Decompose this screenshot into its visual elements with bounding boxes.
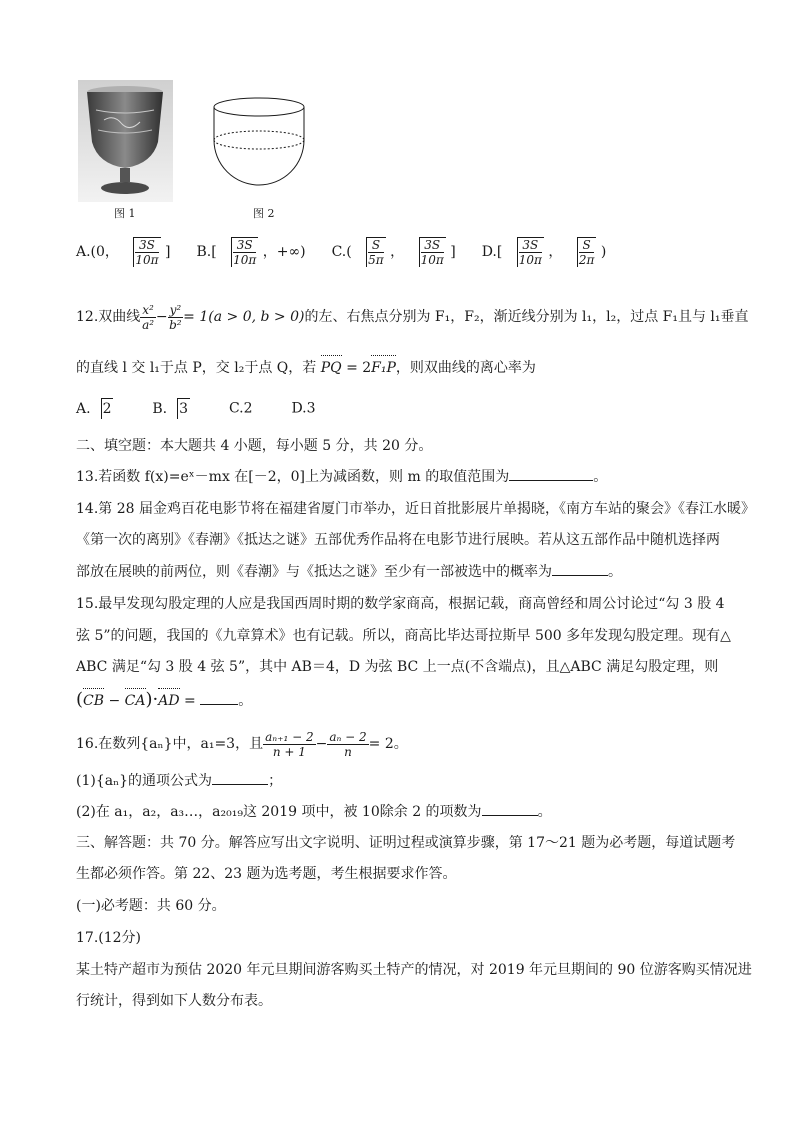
q12-line-1: 12.双曲线 $\frac{\text{x²}}{\text{a²}}$ − $\frac{\text{y²}}{\text{b²}}$ = 1(a > 0, b > 0) 的左、右焦点分别为 F₁，F₂，渐近线分别为 l₁，l₂，过点 F₁且与 l₁垂直 xyxy=(76,302,749,332)
vector-pq: PQ xyxy=(320,360,342,376)
answer-blank[interactable] xyxy=(200,690,238,705)
q15-line-1: 15.最早发现勾股定理的人应是我国西周时期的数学家商高，根据记载，商高曾经和周公讨论过“勾 3 股 4 xyxy=(76,596,725,612)
sqrt: $\frac{3S}{10\pi}$ xyxy=(507,237,544,267)
q11-option-b: B.[ $\frac{3S}{10\pi}$ ，+∞) xyxy=(196,238,306,267)
cup-diagram xyxy=(208,95,310,205)
q16-statement: 16.在数列{aₙ}中，a₁=3，且 $\frac{\text{aₙ₊₁ − 2}}{n + 1}$ − $\frac{\text{aₙ − 2}}{n}$ = 2 。 xyxy=(76,729,408,759)
vector-cb: CB xyxy=(83,693,105,709)
q12-option-c: C.2 xyxy=(228,400,253,417)
q11-options xyxy=(76,233,606,271)
sqrt: $\frac{3S}{10\pi}$ xyxy=(123,237,160,267)
q14-line-2: 《第一次的离别》《春潮》《抵达之谜》五部优秀作品将在电影节进行展映。若从这五部作品中随机选择两 xyxy=(76,532,720,548)
q11-option-c: C.( $\frac{S}{5\pi}$ ， $\frac{3S}{10\pi}$ ] xyxy=(331,238,456,267)
vector-f1p: F₁P xyxy=(371,360,396,376)
vector-ca: CA xyxy=(124,693,146,709)
q17-line-1: 某土特产超市为预估 2020 年元旦期间游客购买土特产的情况，对 2019 年元旦期间的 90 位游客购买情况进 xyxy=(76,962,752,978)
sqrt: $\frac{S}{2\pi}$ xyxy=(567,237,597,267)
q15-line-3: ABC 满足“勾 3 股 4 弦 5”，其中 AB＝4，D 为弦 BC 上一点(不含端点)，且△ABC 满足勾股定理，则 xyxy=(76,659,719,675)
q16-sub-2: (2)在 a₁，a₂，a₃…，a₂₀₁₉这 2019 项中，被 10除余 2 的项数为 。 xyxy=(76,801,552,822)
q12-options xyxy=(76,398,316,419)
q11-option-d: D.[ $\frac{3S}{10\pi}$ ， $\frac{S}{2\pi}$ ) xyxy=(481,238,607,267)
goblet-photo-image xyxy=(78,80,173,202)
q14-line-1: 14.第 28 届金鸡百花电影节将在福建省厦门市举办，近日首批影展片单揭晓，《南方车站的聚会》《春江水暖》 xyxy=(76,501,755,517)
sqrt: $\frac{3S}{10\pi}$ xyxy=(221,237,258,267)
section-2-heading: 二、填空题：本大题共 4 小题，每小题 5 分，共 20 分。 xyxy=(76,438,433,454)
sqrt: 3 xyxy=(167,398,190,419)
sqrt: $\frac{S}{5\pi}$ xyxy=(356,237,386,267)
section-3-line-2: 生都必须作答。第 22、23 题为选考题，考生根据要求作答。 xyxy=(76,866,457,882)
answer-blank[interactable] xyxy=(552,561,608,576)
section-3-line-1: 三、解答题：共 70 分。解答应写出文字说明、证明过程或演算步骤，第 17～21 题为必考题，每道试题考 xyxy=(76,835,736,851)
figure-1-caption: 图 1 xyxy=(114,207,136,220)
q11-option-a: A.(0， $\frac{3S}{10\pi}$ ] xyxy=(76,238,171,267)
figure-2-caption: 图 2 xyxy=(253,207,275,220)
sqrt: $\frac{3S}{10\pi}$ xyxy=(409,237,446,267)
q12-option-d: D.3 xyxy=(291,400,316,417)
q15-line-2: 弦 5”的问题，我国的《九章算术》也有记载。所以，商高比毕达哥拉斯早 500 多年发现勾股定理。现有△ xyxy=(76,628,731,644)
q14-line-3: 部放在展映的前两位，则《春潮》与《抵达之谜》至少有一部被选中的概率为 。 xyxy=(76,561,622,582)
answer-blank[interactable] xyxy=(212,770,268,785)
q17-heading: 17.(12分) xyxy=(76,930,142,946)
answer-blank[interactable] xyxy=(482,801,538,816)
answer-blank[interactable] xyxy=(509,466,593,481)
figure-1 xyxy=(78,80,173,202)
q12-line-2: 的直线 l 交 l₁于点 P，交 l₂于点 Q，若 PQ = 2F₁P，则双曲线的离心率为 xyxy=(76,360,536,376)
vector-ad: AD xyxy=(158,693,180,709)
q13: 13.若函数 f(x)=eˣ－mx 在[－2，0]上为减函数，则 m 的取值范围为 。 xyxy=(76,466,607,487)
q15-expression: (CB − CA)·AD = 。 xyxy=(76,689,253,710)
sqrt: 2 xyxy=(91,398,114,419)
required-heading: (一)必考题：共 60 分。 xyxy=(76,898,226,914)
q12-option-b: B. 3 xyxy=(152,401,190,417)
q16-sub-1: (1){aₙ}的通项公式为 ； xyxy=(76,770,282,791)
q12-option-a: A. 2 xyxy=(76,401,113,417)
figure-2 xyxy=(208,95,310,205)
q17-line-2: 行统计，得到如下人数分布表。 xyxy=(76,993,272,1009)
